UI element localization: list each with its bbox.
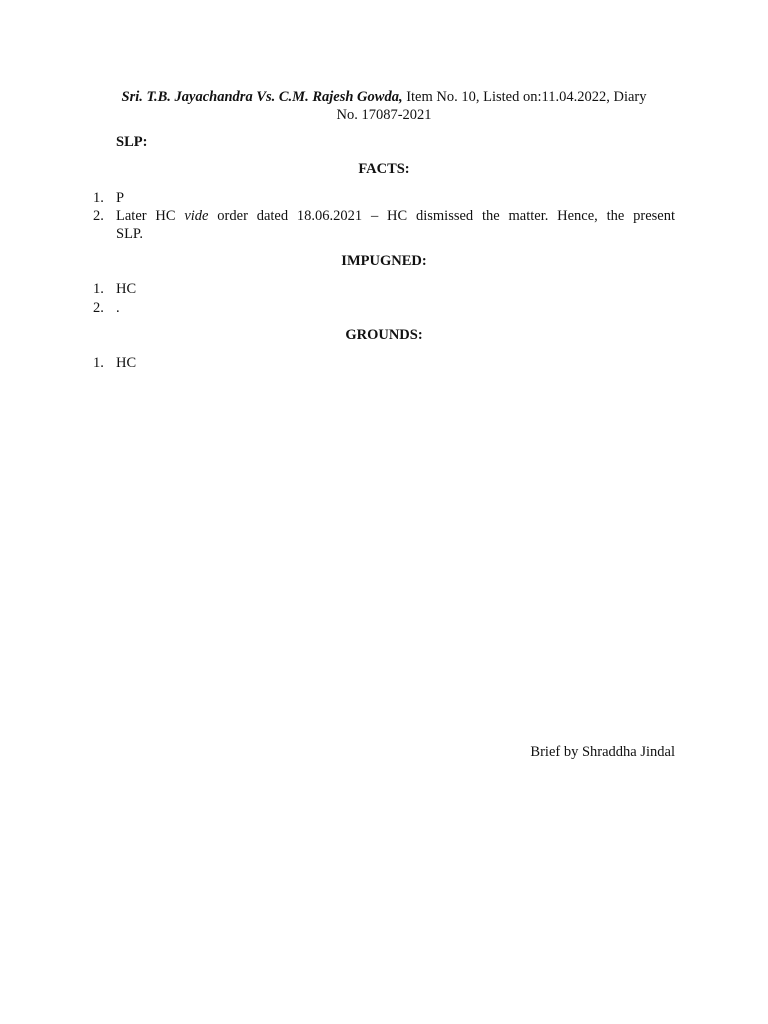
grounds-heading: GROUNDS: <box>345 327 423 343</box>
slp-label: SLP: <box>116 134 148 150</box>
list-item-continuation: SLP. <box>116 226 144 242</box>
list-number: 2. <box>93 300 104 316</box>
italic-text: vide <box>184 208 209 224</box>
list-item: HC <box>116 281 137 297</box>
author-footer: Brief by Shraddha Jindal <box>530 744 675 760</box>
list-number: 1. <box>93 190 104 206</box>
diary-number: No. 17087-2021 <box>336 107 432 123</box>
impugned-heading: IMPUGNED: <box>341 253 427 269</box>
case-details: Item No. 10, Listed on:11.04.2022, Diary <box>402 89 647 105</box>
list-number: 1. <box>93 281 104 297</box>
case-title <box>93 88 675 106</box>
list-number: 1. <box>93 355 104 371</box>
text: order dated 18.06.2021 – HC dismissed the matter. Hence, the present <box>208 208 675 224</box>
list-item: HC <box>116 355 137 371</box>
list-item: P <box>116 190 125 206</box>
case-parties: Sri. T.B. Jayachandra Vs. C.M. Rajesh Gowda, <box>121 89 403 105</box>
list-item <box>116 207 675 225</box>
facts-heading: FACTS: <box>358 161 410 177</box>
list-item: . <box>116 300 120 316</box>
text: Later HC <box>116 208 185 224</box>
list-number: 2. <box>93 208 104 224</box>
